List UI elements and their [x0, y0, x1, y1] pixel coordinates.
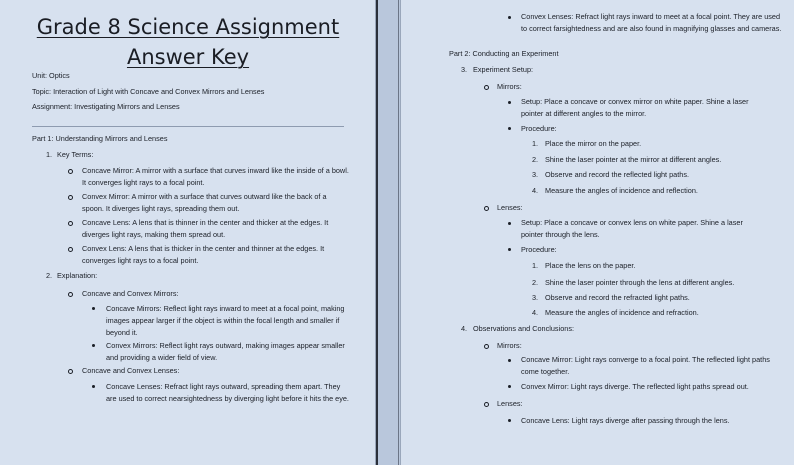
filled-bullet-icon	[92, 385, 95, 388]
mirror-step: Measure the angles of incidence and reflection.	[545, 186, 698, 195]
key-terms-number: 1.	[46, 150, 53, 159]
step-number: 2.	[532, 278, 539, 287]
key-term-item: Convex Mirror: A mirror with a surface that curves outward like the back of a spoon. It diverges light rays, spreading them out.	[82, 192, 327, 213]
lens-procedure-label: Procedure:	[521, 245, 557, 254]
mirror-step: Observe and record the reflected light paths.	[545, 170, 689, 179]
filled-bullet-icon	[508, 127, 511, 130]
hollow-bullet-icon	[484, 402, 489, 407]
filled-bullet-icon	[92, 344, 95, 347]
step-number: 3.	[532, 170, 539, 179]
obs-mirrors-label: Mirrors:	[497, 341, 522, 350]
document-page-left	[0, 0, 376, 465]
hollow-bullet-icon	[68, 369, 73, 374]
lens-step: Place the lens on the paper.	[545, 261, 636, 270]
hollow-bullet-icon	[68, 169, 73, 174]
filled-bullet-icon	[508, 248, 511, 251]
hollow-bullet-icon	[68, 292, 73, 297]
explanation-mirror-item: Concave Mirrors: Reflect light rays inward to meet at a focal point, making images appear larger if the object is within the focal length and smaller if beyond it.	[106, 304, 345, 337]
part1-heading: Part 1: Understanding Mirrors and Lenses	[32, 134, 168, 143]
mirrors-setup: Setup: Place a concave or convex mirror on white paper. Shine a laser pointer at different angles to the mirror.	[521, 97, 749, 118]
key-term-item: Convex Lens: A lens that is thicker in the center and thinner at the edges. It converges light rays to a focal point.	[82, 244, 325, 265]
step-number: 1.	[532, 261, 539, 270]
obs-mirror-item: Convex Mirror: Light rays diverge. The reflected light paths spread out.	[521, 382, 749, 391]
observations-number: 4.	[461, 324, 468, 333]
step-number: 2.	[532, 155, 539, 164]
hollow-bullet-icon	[68, 195, 73, 200]
page-divider	[376, 0, 378, 465]
lenses-setup: Setup: Place a concave or convex lens on white paper. Shine a laser pointer through the lens.	[521, 218, 743, 239]
hollow-bullet-icon	[68, 247, 73, 252]
lens-step: Measure the angles of incidence and refraction.	[545, 308, 699, 317]
observations-label: Observations and Conclusions:	[473, 324, 574, 333]
document-title-line-2: Answer Key	[126, 45, 250, 69]
step-number: 4.	[532, 186, 539, 195]
unit-line: Unit: Optics	[32, 71, 70, 80]
lens-step: Observe and record the refracted light paths.	[545, 293, 690, 302]
lens-step: Shine the laser pointer through the lens at different angles.	[545, 278, 735, 287]
document-title-line-1: Grade 8 Science Assignment	[36, 15, 340, 39]
step-number: 4.	[532, 308, 539, 317]
topic-line: Topic: Interaction of Light with Concave and Convex Mirrors and Lenses	[32, 87, 265, 96]
page-divider	[398, 0, 399, 465]
key-terms-label: Key Terms:	[57, 150, 94, 159]
filled-bullet-icon	[508, 222, 511, 225]
key-term-item: Concave Mirror: A mirror with a surface that curves inward like the inside of a bowl. It converges light rays to a focal point.	[82, 166, 349, 187]
part2-heading: Part 2: Conducting an Experiment	[449, 49, 559, 58]
mirror-step: Place the mirror on the paper.	[545, 139, 642, 148]
obs-lenses-label: Lenses:	[497, 399, 523, 408]
mirror-procedure-label: Procedure:	[521, 124, 557, 133]
filled-bullet-icon	[508, 101, 511, 104]
explanation-number: 2.	[46, 271, 53, 280]
filled-bullet-icon	[508, 419, 511, 422]
setup-number: 3.	[461, 65, 468, 74]
step-number: 1.	[532, 139, 539, 148]
hollow-bullet-icon	[484, 344, 489, 349]
obs-lens-item: Concave Lens: Light rays diverge after passing through the lens.	[521, 416, 730, 425]
mirrors-label: Mirrors:	[497, 82, 522, 91]
step-number: 3.	[532, 293, 539, 302]
lenses-label: Lenses:	[497, 203, 523, 212]
explanation-lens-item: Concave Lenses: Refract light rays outward, spreading them apart. They are used to correct nearsightedness by diverging light before it hits the eye.	[106, 382, 349, 403]
hollow-bullet-icon	[68, 221, 73, 226]
explanation-mirror-item: Convex Mirrors: Reflect light rays outward, making images appear smaller and providing a wider field of view.	[106, 341, 345, 362]
filled-bullet-icon	[508, 359, 511, 362]
explanation-mirrors-label: Concave and Convex Mirrors:	[82, 289, 179, 298]
key-term-item: Concave Lens: A lens that is thinner in the center and thicker at the edges. It diverges light rays, making them spread out.	[82, 218, 329, 239]
hollow-bullet-icon	[484, 85, 489, 90]
filled-bullet-icon	[92, 307, 95, 310]
horizontal-rule	[32, 126, 344, 127]
hollow-bullet-icon	[484, 206, 489, 211]
assignment-line: Assignment: Investigating Mirrors and Lenses	[32, 102, 180, 111]
filled-bullet-icon	[508, 385, 511, 388]
explanation-label: Explanation:	[57, 271, 98, 280]
setup-label: Experiment Setup:	[473, 65, 534, 74]
explanation-lenses-label: Concave and Convex Lenses:	[82, 366, 180, 375]
convex-lens-item: Convex Lenses: Refract light rays inward to meet at a focal point. They are used to correct farsightedness and are also found in magnifying glasses and cameras.	[521, 12, 782, 33]
document-page-right	[400, 0, 794, 465]
filled-bullet-icon	[508, 16, 511, 19]
obs-mirror-item: Concave Mirror: Light rays converge to a focal point. The reflected light paths come together.	[521, 355, 770, 376]
mirror-step: Shine the laser pointer at the mirror at different angles.	[545, 155, 722, 164]
